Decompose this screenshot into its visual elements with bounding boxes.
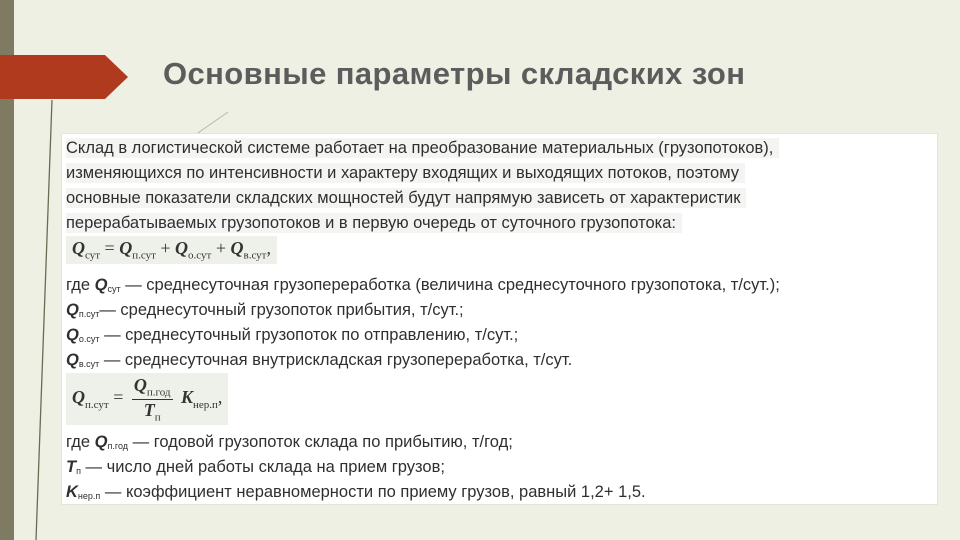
paragraph-line: основные показатели складских мощностей будут напрямую зависеть от характеристик — [66, 188, 746, 208]
paragraph-line: Склад в логистической системе работает на преобразование материальных (грузопотоков), — [66, 138, 779, 158]
definition-line: $Q_{п.сут}—$ среднесуточный грузопоток прибытия, т/сут.; — [66, 301, 464, 319]
title-decor-line — [195, 112, 228, 135]
paragraph-line: изменяющихся по интенсивности и характеру входящих и выходящих потоков, поэтому — [66, 163, 745, 183]
definition-line: $T_п$ — число дней работы склада на прием грузов; — [66, 458, 445, 476]
daily-flow-formula: $Q_{сут} = Q_{п.сут} + Q_{о.сут} + Q_{в.сут}$, — [66, 236, 277, 264]
paragraph-line: перерабатываемых грузопотоков и в первую очередь от суточного грузопотока: — [66, 213, 682, 233]
arrival-flow-formula: $Q_{п.сут}$ = $\frac{Q_{п.год}}{T_п}$ $K_{нер.п}$, — [66, 373, 228, 425]
formula-fraction: $\frac{Q_{п.год}}{T_п}$ — [133, 375, 171, 424]
definition-line: $Q_{в.сут}$ — среднесуточная внутрискладская грузопереработка, т/сут. — [66, 351, 573, 369]
left-decor-line — [36, 100, 52, 540]
slide-title: Основные параметры складских зон — [163, 56, 746, 91]
definition-line: где $Q_{п.год}$ — годовой грузопоток склада по прибытию, т/год; — [66, 433, 513, 451]
definition-line: где $Q_{сут}$ — среднесуточная грузопереработка (величина среднесуточного грузопотока, т/сут.); — [66, 276, 780, 294]
definition-line: $Q_{о.сут}$ — среднесуточный грузопоток по отправлению, т/сут.; — [66, 326, 519, 344]
definition-line: $K_{нер.п}$ — коэффициент неравномерности по приему грузов, равный 1,2+ 1,5. — [66, 483, 646, 501]
content-box — [62, 134, 937, 504]
